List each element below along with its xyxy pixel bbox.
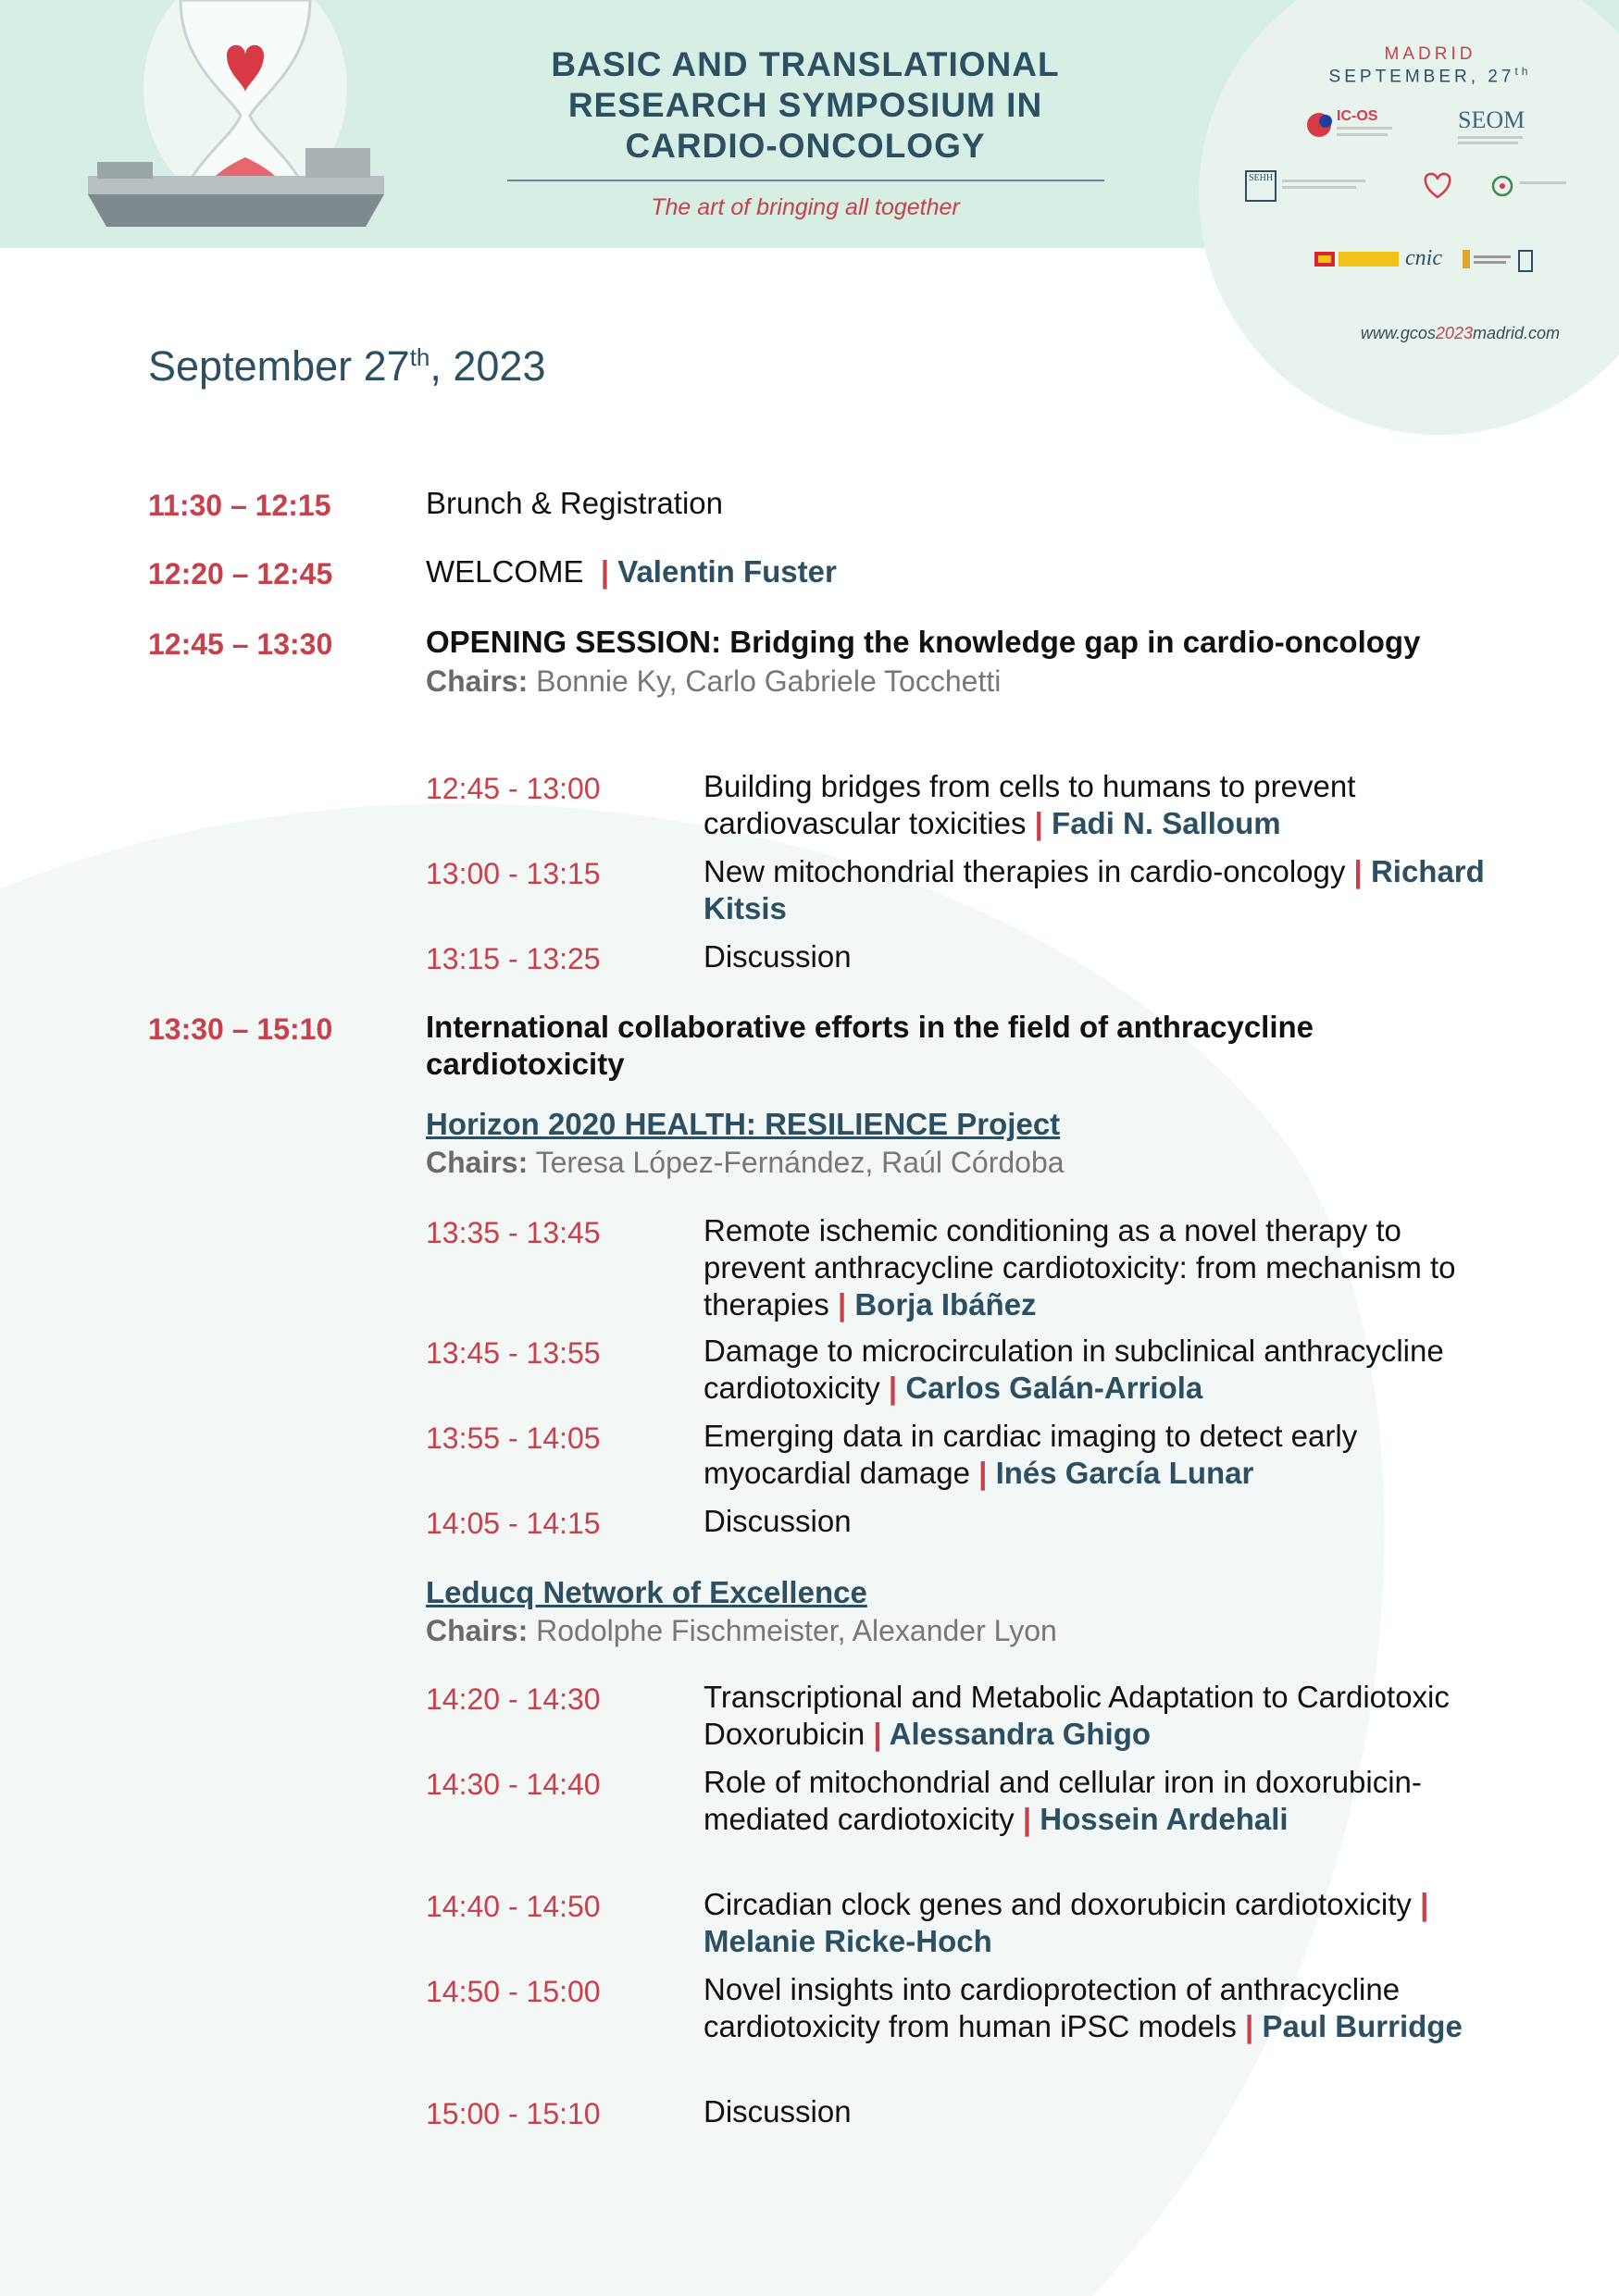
talk-time: 14:05 - 14:15 xyxy=(426,1507,601,1540)
opening-chairs: Chairs: Bonnie Ky, Carlo Gabriele Tocchetti xyxy=(426,664,1002,698)
session-time: 12:45 – 13:30 xyxy=(148,627,333,661)
talk-time: 14:20 - 14:30 xyxy=(426,1682,601,1716)
symposium-title xyxy=(504,44,1106,221)
talk-time: 13:15 - 13:25 xyxy=(426,942,601,975)
horizon-chairs: Chairs: Teresa López-Fernández, Raúl Córdoba xyxy=(426,1146,1065,1179)
talk-entry: Damage to microcirculation in subclinical anthracycline cardiotoxicity | Carlos Galán-Arriola xyxy=(704,1334,1444,1405)
sehh-logo: SEHH xyxy=(1245,170,1375,207)
hourglass-illustration xyxy=(88,0,393,245)
talk-entry: Role of mitochondrial and cellular iron in doxorubicin-mediated cardiotoxicity | Hossein Ardehali xyxy=(704,1765,1422,1836)
talk-time: 13:55 - 14:05 xyxy=(426,1421,601,1455)
seom-logo: SEOM xyxy=(1458,106,1541,153)
leducq-chairs: Chairs: Rodolphe Fischmeister, Alexander Lyon xyxy=(426,1614,1057,1647)
session-time: 12:20 – 12:45 xyxy=(148,557,333,590)
event-date-label: SEPTEMBER, 27th xyxy=(1328,65,1532,87)
cardiology-society-logo xyxy=(1421,171,1476,205)
talk-time: 13:35 - 13:45 xyxy=(426,1216,601,1249)
leducq-network-link[interactable]: Leducq Network of Excellence xyxy=(426,1575,867,1609)
title-line-1: BASIC AND TRANSLATIONAL xyxy=(551,45,1060,83)
talk-entry: Discussion xyxy=(704,1504,852,1538)
session-time: 11:30 – 12:15 xyxy=(148,489,331,522)
talk-time: 14:50 - 15:00 xyxy=(426,1975,601,2008)
talk-time: 14:40 - 14:50 xyxy=(426,1890,601,1923)
assoc-logo xyxy=(1490,174,1574,202)
session-time: 13:30 – 15:10 xyxy=(148,1012,333,1046)
page-date: September 27th, 2023 xyxy=(148,342,546,390)
website-link[interactable]: www.gcos2023madrid.com xyxy=(1360,324,1560,342)
icos-logo: IC-OS xyxy=(1305,106,1407,148)
title-line-3: CARDIO-ONCOLOGY xyxy=(625,127,986,165)
international-session-title: International collaborative efforts in the field of anthracycline cardiotoxicity xyxy=(426,1010,1314,1081)
talk-entry: Discussion xyxy=(704,939,852,974)
welcome-session: WELCOME | Valentin Fuster xyxy=(426,554,837,589)
sponsor-logo-row: cnic xyxy=(1314,248,1537,272)
talk-entry: Circadian clock genes and doxorubicin cardiotoxicity | Melanie Ricke-Hoch xyxy=(704,1887,1429,1958)
horizon-project-link[interactable]: Horizon 2020 HEALTH: RESILIENCE Project xyxy=(426,1107,1061,1141)
talk-entry: Discussion xyxy=(704,2094,852,2128)
opening-session-title: OPENING SESSION: Bridging the knowledge gap in cardio-oncology xyxy=(426,625,1421,659)
talk-time: 13:45 - 13:55 xyxy=(426,1336,601,1370)
city-label: MADRID xyxy=(1384,44,1476,64)
talk-entry: Building bridges from cells to humans to prevent cardiovascular toxicities | Fadi N. Salloum xyxy=(704,769,1356,840)
talk-time: 12:45 - 13:00 xyxy=(426,772,601,805)
talk-entry: New mitochondrial therapies in cardio-oncology | Richard Kitsis xyxy=(704,854,1485,925)
talk-entry: Novel insights into cardioprotection of anthracycline cardiotoxicity from human iPSC models | Paul Burridge xyxy=(704,1972,1463,2043)
talk-entry: Emerging data in cardiac imaging to detect early myocardial damage | Inés García Lunar xyxy=(704,1419,1358,1490)
talk-entry: Remote ischemic conditioning as a novel therapy to prevent anthracycline cardiotoxicity: from mechanism to therapies | Borja Ibáñez xyxy=(704,1213,1456,1322)
talk-entry: Transcriptional and Metabolic Adaptation to Cardiotoxic Doxorubicin | Alessandra Ghigo xyxy=(704,1680,1450,1751)
title-line-2: RESEARCH SYMPOSIUM IN xyxy=(567,86,1043,124)
talk-time: 15:00 - 15:10 xyxy=(426,2097,601,2130)
title-divider xyxy=(507,180,1104,181)
session-title: Brunch & Registration xyxy=(426,486,723,520)
tagline: The art of bringing all together xyxy=(651,194,960,220)
talk-time: 13:00 - 13:15 xyxy=(426,857,601,890)
talk-time: 14:30 - 14:40 xyxy=(426,1768,601,1801)
